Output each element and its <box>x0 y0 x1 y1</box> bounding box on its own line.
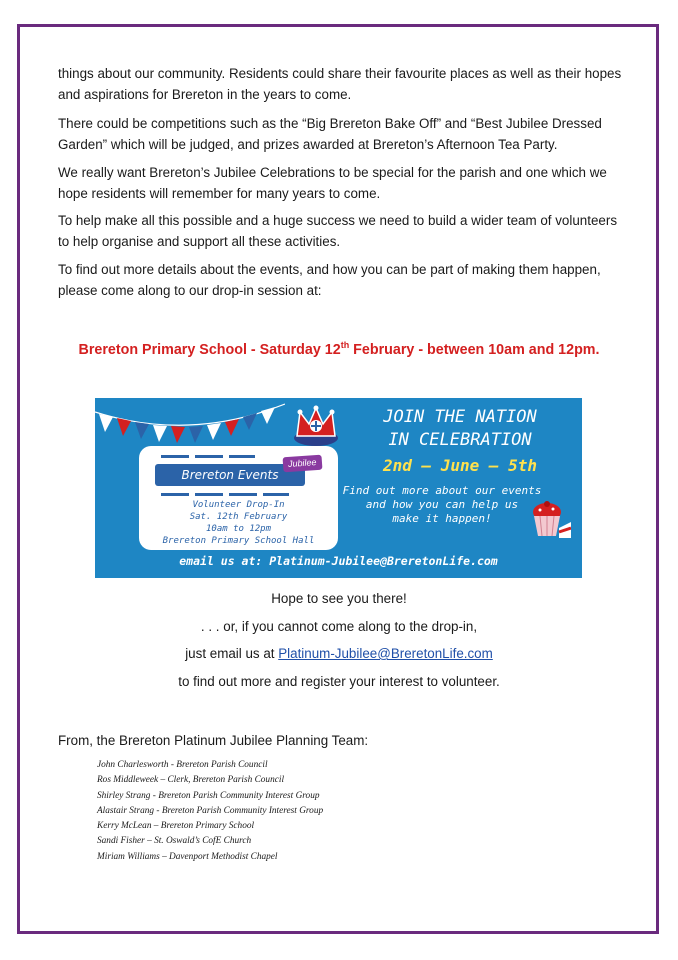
card-line-drop-in: Volunteer Drop-In <box>192 500 285 510</box>
event-details-text: Brereton Primary School - Saturday 12 <box>78 341 341 358</box>
banner-email: email us at: Platinum-Jubilee@BreretonLife.com <box>179 554 498 568</box>
headline-line-1: JOIN THE NATION <box>383 407 537 427</box>
volunteer-card <box>139 446 338 550</box>
card-title: Brereton Events <box>181 468 279 482</box>
card-line-date: Sat. 12th February <box>189 512 288 522</box>
findout-line-2: and how you can help us <box>365 498 519 511</box>
celebration-dates: 2nd – June – 5th <box>382 456 538 475</box>
paragraph-volunteers: To help make all this possible and a huge success we need to build a wider team of volunteers to help organise and support all these activities. <box>58 213 618 249</box>
team-member: Shirley Strang - Brereton Parish Community Interest Group <box>97 790 320 801</box>
event-details <box>0 340 678 358</box>
paragraph-celebrations: We really want Brereton’s Jubilee Celebrations to be special for the parish and one which we hope residents will remember for many years to come. <box>58 165 607 201</box>
team-member: Sandi Fisher – St. Oswald’s CofE Church <box>97 836 252 847</box>
email-us-prefix: just email us at <box>185 646 279 661</box>
cannot-come-line: . . . or, if you cannot come along to the drop-in, <box>200 619 478 634</box>
from-line: From, the Brereton Platinum Jubilee Planning Team: <box>58 733 369 748</box>
team-member: Ros Middleweek – Clerk, Brereton Parish Council <box>97 775 285 786</box>
jubilee-banner <box>95 398 582 578</box>
team-member: Alastair Strang - Brereton Parish Community Interest Group <box>97 805 324 816</box>
paragraph-competitions: There could be competitions such as the “Big Brereton Bake Off” and “Best Jubilee Dressed Garden” which will be judged, and prizes awarded at Brereton’s Afternoon Tea Party. <box>58 116 602 152</box>
findout-line-3: make it happen! <box>392 512 492 525</box>
bunting-icon <box>95 398 285 444</box>
email-link[interactable]: Platinum-Jubilee@BreretonLife.com <box>278 646 493 661</box>
event-details-time: February - between 10am and 12pm. <box>349 341 600 358</box>
findout-line-1: Find out more about our events <box>342 484 542 497</box>
register-line: to find out more and register your interest to volunteer. <box>178 674 500 689</box>
card-line-time: 10am to 12pm <box>205 524 272 534</box>
card-line-venue: Brereton Primary School Hall <box>162 536 315 546</box>
jubilee-badge: Jubilee <box>283 455 322 473</box>
paragraph-drop-in: To find out more details about the events, and how you can be part of making them happen, please come along to our drop-in session at: <box>58 262 601 298</box>
crown-icon <box>291 402 341 450</box>
team-member: Kerry McLean – Brereton Primary School <box>97 821 255 832</box>
team-member: Miriam Williams – Davenport Methodist Chapel <box>97 851 278 862</box>
team-member: John Charlesworth - Brereton Parish Council <box>97 760 268 770</box>
email-us-line <box>0 646 678 661</box>
card-title-box <box>155 457 317 486</box>
event-details-suffix: th <box>340 340 350 350</box>
paragraph-community: things about our community. Residents could share their favourite places as well as their hopes and aspirations for Brereton in the years to come. <box>58 66 622 102</box>
headline-line-2: IN CELEBRATION <box>388 430 532 450</box>
cupcake-icon <box>527 498 571 546</box>
hope-line: Hope to see you there! <box>271 591 407 606</box>
team-list <box>97 758 323 865</box>
